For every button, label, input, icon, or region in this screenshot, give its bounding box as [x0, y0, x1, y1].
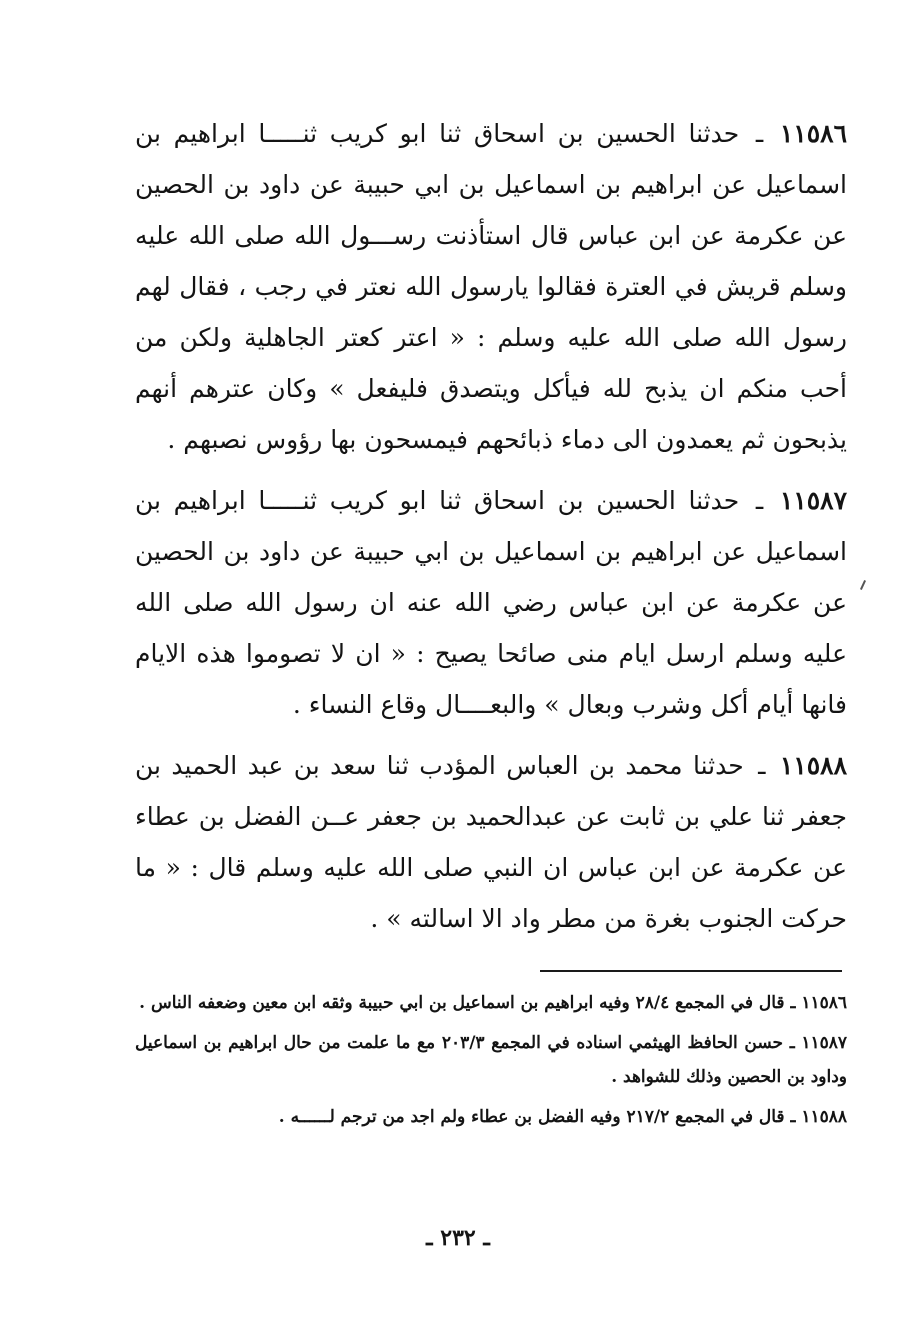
footnote-11587: ١١٥٨٧ ـ حسن الحافظ الهيثمي اسناده في المجمع ٢٠٣/٣ مع ما علمت من حال ابراهيم بن اسماعيل وداود بن الحصين وذلك للشواهد .: [135, 1033, 847, 1087]
hadith-text: حدثنا الحسين بن اسحاق ثنا ابو كريب ثنـــــا ابراهيم بن اسماعيل عن ابراهيم بن اسماعيل بن ابي حبيبة عن داود بن الحصين عن عكرمة عن ابن عباس رضي الله عنه ان رسول الله صلى الله عليه وسلم ارسل ايام منى صائحا يصيح : « ان لا تصوموا هذه الايام فانها أيام أكل وشرب وبعال » والبعــــال وقاع النساء .: [135, 486, 847, 719]
hadith-separator: ـ: [758, 751, 766, 780]
hadith-number: ١١٥٨٦: [779, 119, 847, 148]
hadith-separator: ـ: [755, 119, 764, 148]
hadith-separator: ـ: [755, 486, 764, 515]
hadith-text: حدثنا الحسين بن اسحاق ثنا ابو كريب ثنـــــا ابراهيم بن اسماعيل عن ابراهيم بن اسماعيل بن ابي حبيبة عن داود بن الحصين عن عكرمة عن ابن عباس قال استأذنت رســـول الله صلى الله عليه وسلم قريش في العترة فقالوا يارسول الله نعتر في رجب ، فقال لهم رسول الله صلى الله عليه وسلم : « اعتر كعتر الجاهلية ولكن من أحب منكم ان يذبح لله فيأكل ويتصدق فليفعل » وكان عترهم أنهم يذبحون ثم يعمدون الى دماء ذبائحهم فيمسحون بها رؤوس نصبهم .: [135, 119, 847, 454]
hadith-11587: [135, 475, 847, 730]
page-number: ـ ٢٣٢ ـ: [426, 1225, 490, 1251]
hadith-number: ١١٥٨٨: [779, 751, 847, 780]
main-text-body: [135, 108, 847, 944]
hadith-text: حدثنا محمد بن العباس المؤدب ثنا سعد بن عبد الحميد بن جعفر ثنا علي بن ثابت عن عبدالحميد بن جعفر عــن الفضل بن عطاء عن عكرمة عن ابن عباس ان النبي صلى الله عليه وسلم قال : « ما حركت الجنوب بغرة من مطر واد الا اسالته » .: [135, 751, 847, 933]
hadith-number: ١١٥٨٧: [779, 486, 847, 515]
footnote-11588: ١١٥٨٨ ـ قال في المجمع ٢١٧/٢ وفيه الفضل بن عطاء ولم اجد من ترجم لــــــه .: [278, 1107, 847, 1127]
hadith-11588: [135, 740, 847, 944]
footnote-divider: [540, 970, 842, 972]
hadith-11586: [135, 108, 847, 465]
footnote-11586: ١١٥٨٦ ـ قال في المجمع ٢٨/٤ وفيه ابراهيم بن اسماعيل بن ابي حبيبة وثقه ابن معين وضعفه الناس .: [139, 993, 847, 1013]
scan-mark: [860, 580, 866, 590]
footnotes: [135, 986, 847, 1140]
